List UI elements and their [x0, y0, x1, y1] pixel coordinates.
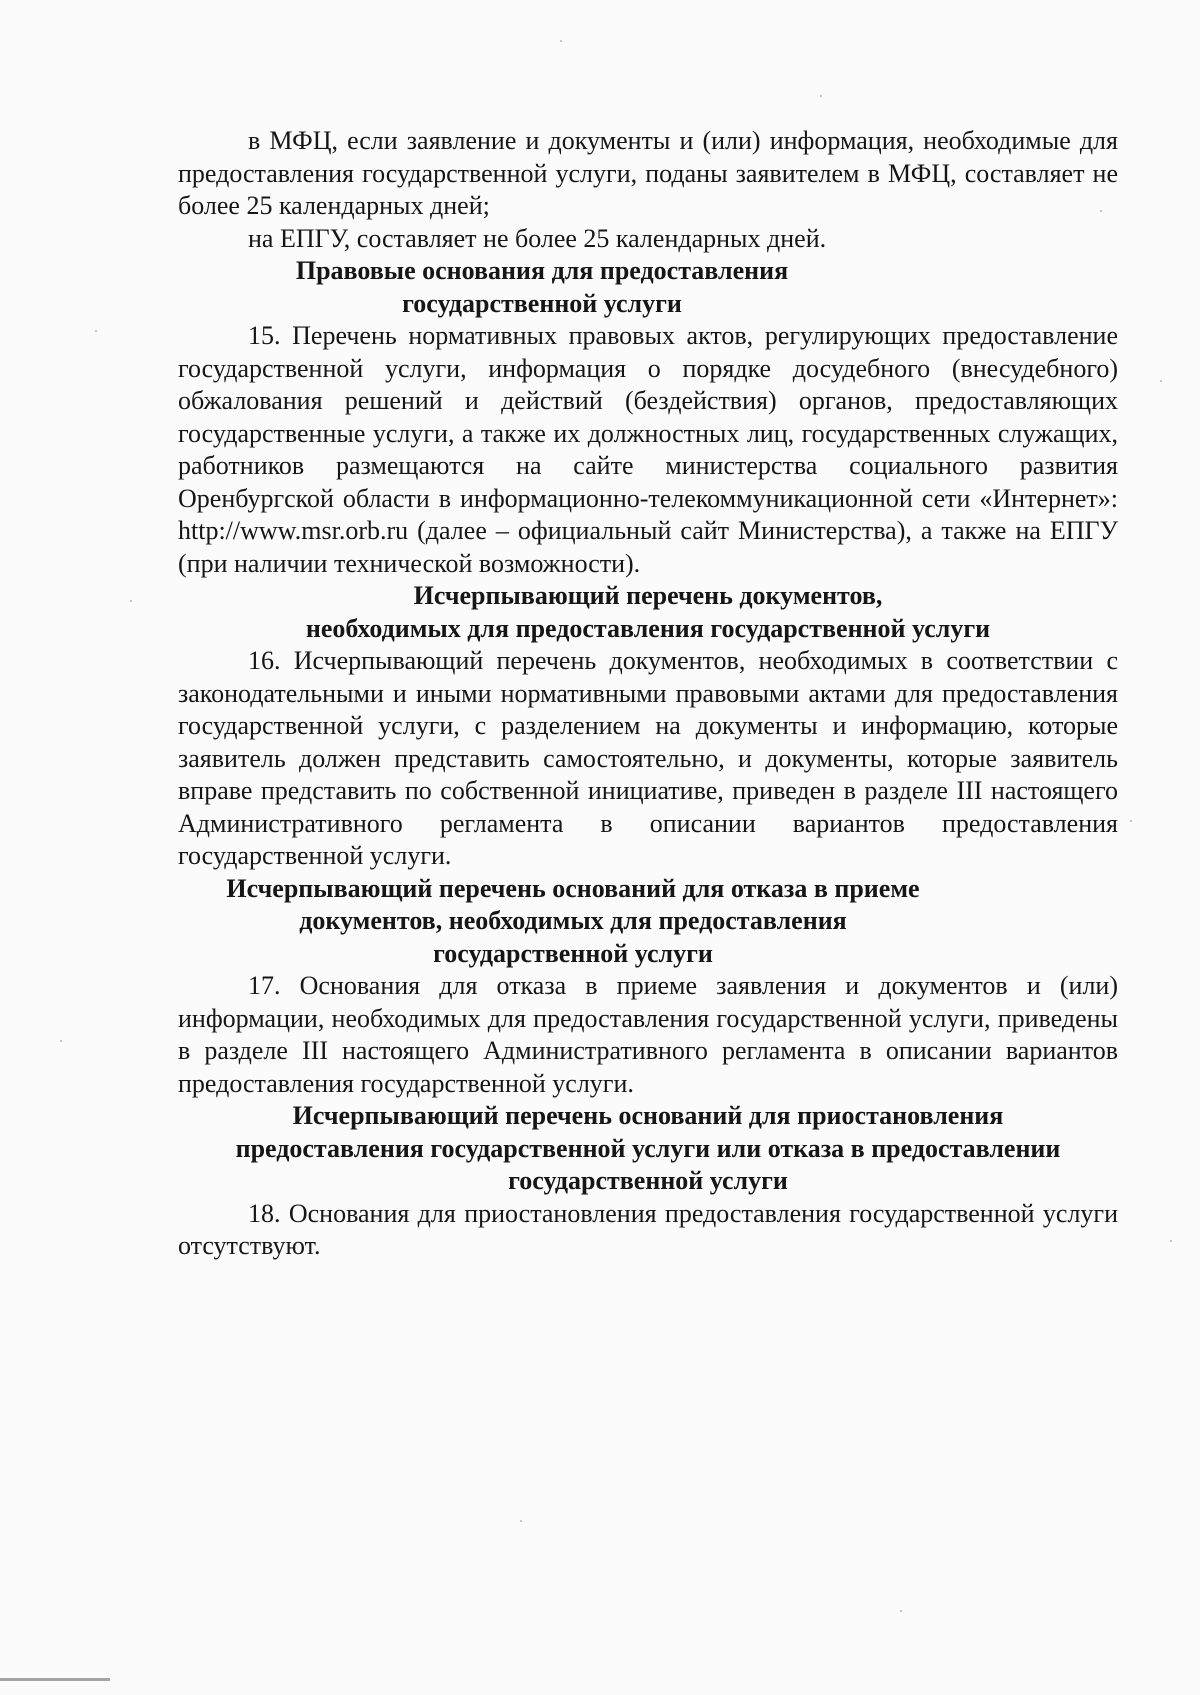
- heading-line: Исчерпывающий перечень оснований для приостановления: [292, 1101, 1004, 1130]
- paragraph-15: 15. Перечень нормативных правовых актов, регулирующих предоставление государственной услуги, информация о порядке досудебного (внесудебного) обжалования решений и действий (бездействия) органов, предоставляющих государственные услуги, а также их должностных лиц, государственных служащих, работников размещаются на сайте министерства социального развития Оренбургской области в информационно-телекоммуникационной сети «Интернет»: http://www.msr.orb.ru (далее – официальный сайт Министерства), а также на ЕПГУ (при наличии технической возможности).: [178, 321, 1118, 578]
- paragraph-epgu-deadline: на ЕПГУ, составляет не более 25 календарных дней.: [248, 223, 827, 253]
- heading-line: государственной услуги: [402, 288, 682, 318]
- scan-speck: [1170, 1240, 1172, 1242]
- heading-documents-list: [178, 580, 1118, 645]
- scan-speck: [520, 1520, 522, 1522]
- scan-speck: [560, 40, 562, 42]
- heading-line: Исчерпывающий перечень оснований для отказа в приеме: [226, 873, 920, 903]
- scan-speck: [820, 95, 822, 97]
- heading-line: Исчерпывающий перечень документов,: [413, 581, 883, 610]
- scan-speck: [1130, 820, 1132, 822]
- heading-suspension-grounds: [178, 1100, 1118, 1198]
- heading-line: Правовые основания для предоставления: [295, 256, 789, 285]
- heading-line: государственной услуги: [508, 1166, 788, 1195]
- heading-line: предоставления государственной услуги или отказа в предоставлении: [235, 1133, 1061, 1163]
- paragraph-mfc-deadline: в МФЦ, если заявление и документы и (или) информация, необходимые для предоставления государственной услуги, поданы заявителем в МФЦ, составляет не более 25 календарных дней;: [178, 126, 1118, 220]
- paragraph-16: 16. Исчерпывающий перечень документов, необходимых в соответствии с законодательными и иными нормативными правовыми актами для предоставления государственной услуги, с разделением на документы и информацию, которые заявитель должен представить самостоятельно, и документы, которые заявитель вправе представить по собственной инициативе, приведен в разделе III настоящего Административного регламента в описании вариантов предоставления государственной услуги.: [178, 646, 1118, 870]
- scan-speck: [60, 1040, 62, 1042]
- scan-edge-mark: [0, 1678, 110, 1681]
- heading-legal-grounds: [178, 255, 906, 320]
- paragraph-17: 17. Основания для отказа в приеме заявления и документов и (или) информации, необходимых для предоставления государственной услуги, приведены в разделе III настоящего Административного регламента в описании вариантов предоставления государственной услуги.: [178, 971, 1118, 1098]
- heading-line: документов, необходимых для предоставления: [299, 906, 847, 935]
- scan-speck: [1160, 380, 1162, 382]
- document-body: [178, 125, 1118, 1263]
- heading-line: государственной услуги: [433, 938, 713, 968]
- scan-speck: [1100, 210, 1102, 212]
- scan-speck: [95, 330, 97, 332]
- heading-refusal-grounds: [178, 873, 968, 971]
- paragraph-18: 18. Основания для приостановления предоставления государственной услуги отсутствуют.: [178, 1198, 1118, 1260]
- heading-line: необходимых для предоставления государственной услуги: [305, 613, 991, 643]
- scan-speck: [900, 1610, 902, 1612]
- scan-speck: [130, 600, 132, 602]
